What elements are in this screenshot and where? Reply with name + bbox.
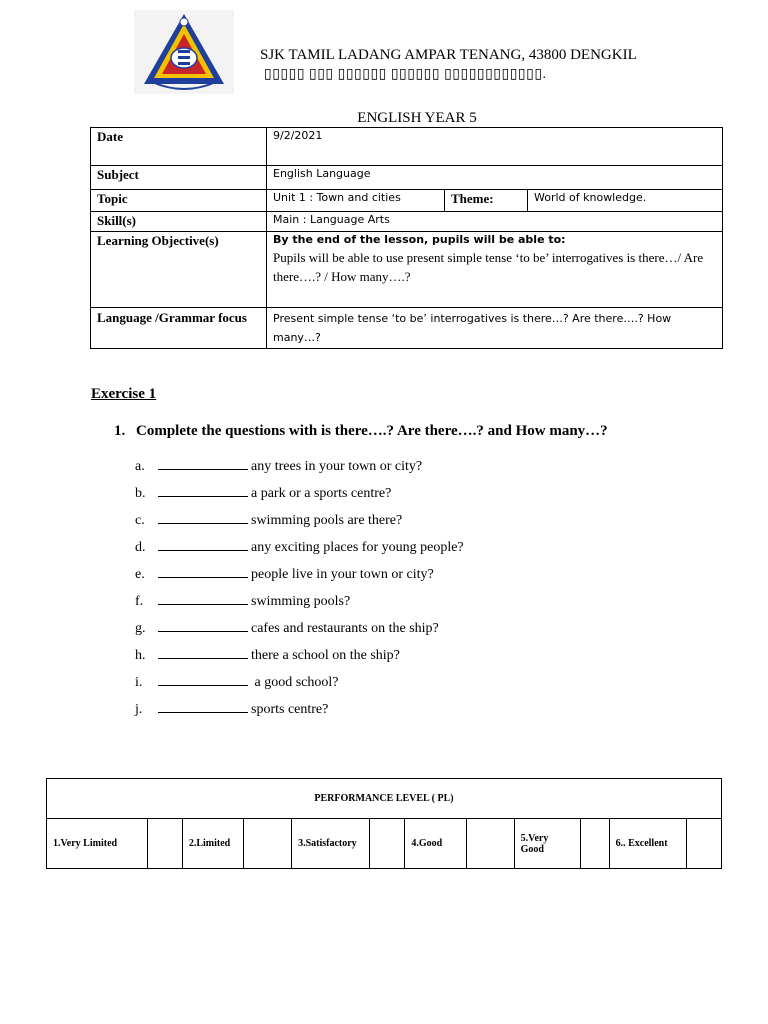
exercise-heading: Exercise 1 — [91, 386, 157, 402]
list-item — [135, 619, 464, 646]
question-heading — [114, 423, 608, 440]
item-letter: a. — [135, 459, 145, 474]
item-letter: d. — [135, 540, 146, 555]
answer-blank[interactable] — [158, 619, 248, 632]
performance-title-row — [47, 779, 722, 819]
item-letter: c. — [135, 513, 145, 528]
item-letter: f. — [135, 594, 144, 609]
grammar-row — [91, 308, 723, 349]
item-text: swimming pools? — [251, 594, 351, 609]
date-value: 9/2/2021 — [267, 128, 723, 166]
item-letter: j. — [135, 702, 143, 717]
list-item — [135, 484, 464, 511]
answer-blank[interactable] — [158, 646, 248, 659]
level-mark-box[interactable] — [369, 819, 405, 869]
objective-cell — [267, 232, 723, 308]
answer-blank[interactable] — [158, 700, 248, 713]
item-text: any exciting places for young people? — [251, 540, 464, 555]
performance-levels-row — [47, 819, 722, 869]
skill-label: Skill(s) — [91, 212, 267, 232]
level-mark-box[interactable] — [466, 819, 514, 869]
list-item — [135, 457, 464, 484]
skill-row — [91, 212, 723, 232]
subject-label: Subject — [91, 166, 267, 190]
item-text: a good school? — [251, 675, 339, 690]
list-item — [135, 700, 464, 727]
question-number: 1. — [114, 423, 126, 439]
objective-row — [91, 232, 723, 308]
list-item — [135, 511, 464, 538]
level-mark-box[interactable] — [148, 819, 183, 869]
question-text: Complete the questions with is there….? Are there….? and How many…? — [136, 423, 608, 439]
subject-row — [91, 166, 723, 190]
item-letter: g. — [135, 621, 146, 636]
grammar-label: Language /Grammar focus — [91, 308, 267, 349]
objective-intro: By the end of the lesson, pupils will be able to: — [273, 233, 566, 246]
item-text: sports centre? — [251, 702, 329, 717]
performance-level-table — [46, 778, 722, 869]
exercise-items — [135, 457, 464, 727]
list-item — [135, 646, 464, 673]
document-title: ENGLISH YEAR 5 — [357, 110, 477, 126]
answer-blank[interactable] — [158, 538, 248, 551]
topic-value: Unit 1 : Town and cities — [267, 190, 445, 212]
subject-value: English Language — [267, 166, 723, 190]
school-name-tamil: ▯▯▯▯▯ ▯▯▯ ▯▯▯▯▯▯ ▯▯▯▯▯▯ ▯▯▯▯▯▯▯▯▯▯▯▯. — [264, 67, 547, 82]
date-row — [91, 128, 723, 166]
theme-label: Theme: — [445, 190, 528, 212]
item-text: swimming pools are there? — [251, 513, 403, 528]
level-mark-box[interactable] — [581, 819, 610, 869]
list-item — [135, 565, 464, 592]
item-text: any trees in your town or city? — [251, 459, 423, 474]
list-item — [135, 592, 464, 619]
objective-label: Learning Objective(s) — [91, 232, 267, 308]
date-label: Date — [91, 128, 267, 166]
level-mark-box[interactable] — [687, 819, 722, 869]
skill-value: Main : Language Arts — [267, 212, 723, 232]
school-logo — [134, 10, 234, 94]
performance-title: PERFORMANCE LEVEL ( PL) — [47, 779, 722, 819]
objective-text: Pupils will be able to use present simple tense ‘to be’ interrogatives is there…/ Are there….? / How many….? — [273, 250, 704, 284]
item-letter: e. — [135, 567, 145, 582]
topic-row — [91, 190, 723, 212]
item-text: people live in your town or city? — [251, 567, 434, 582]
item-letter: i. — [135, 675, 143, 690]
lesson-info-table — [90, 127, 723, 349]
level-label: 1.Very Limited — [47, 819, 148, 869]
item-letter: b. — [135, 486, 146, 501]
item-text: cafes and restaurants on the ship? — [251, 621, 439, 636]
answer-blank[interactable] — [158, 592, 248, 605]
list-item — [135, 538, 464, 565]
level-mark-box[interactable] — [244, 819, 292, 869]
item-text: a park or a sports centre? — [251, 486, 392, 501]
theme-value: World of knowledge. — [528, 190, 723, 212]
level-label: 5.Very Good — [514, 819, 580, 869]
answer-blank[interactable] — [158, 484, 248, 497]
item-text: there a school on the ship? — [251, 648, 400, 663]
answer-blank[interactable] — [158, 457, 248, 470]
item-letter: h. — [135, 648, 146, 663]
grammar-value: Present simple tense ‘to be’ interrogatives is there…? Are there….? How many…? — [267, 308, 723, 349]
level-label: 6.. Excellent — [609, 819, 687, 869]
topic-label: Topic — [91, 190, 267, 212]
answer-blank[interactable] — [158, 565, 248, 578]
level-label: 2.Limited — [182, 819, 243, 869]
answer-blank[interactable] — [158, 673, 248, 686]
level-label: 4.Good — [405, 819, 466, 869]
level-label: 3.Satisfactory — [292, 819, 370, 869]
answer-blank[interactable] — [158, 511, 248, 524]
list-item — [135, 673, 464, 700]
school-name-english: SJK TAMIL LADANG AMPAR TENANG, 43800 DENGKIL — [260, 47, 637, 63]
